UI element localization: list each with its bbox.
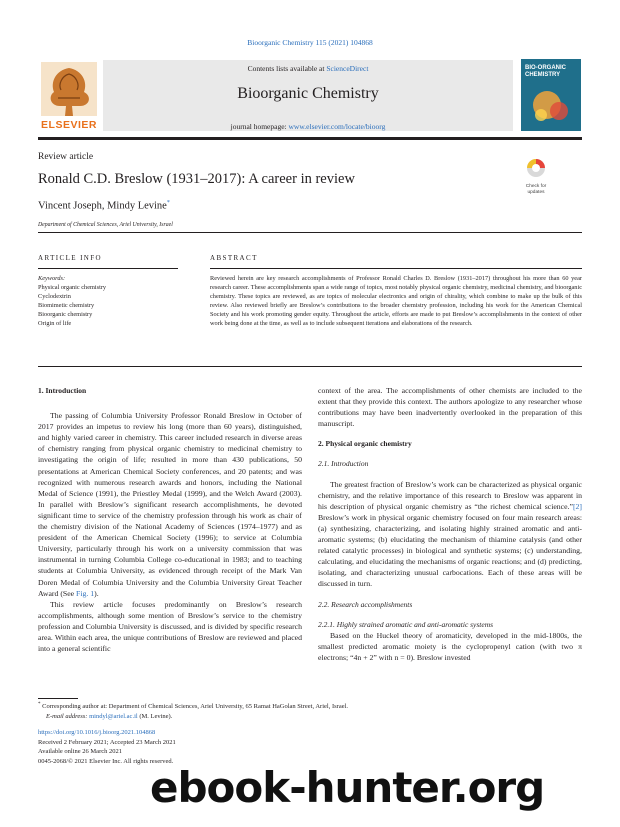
crossmark-icon xyxy=(520,157,552,179)
right-column xyxy=(318,385,582,663)
article-info-rule xyxy=(38,268,178,269)
email-suffix: (M. Levine). xyxy=(139,713,173,721)
keyword: Origin of life xyxy=(38,319,72,327)
crossmark-label: Check for updates xyxy=(525,184,547,195)
section-heading: 1. Introduction xyxy=(38,386,87,395)
abstract-heading: ABSTRACT xyxy=(210,254,258,262)
article-info-heading: ARTICLE INFO xyxy=(38,254,103,262)
cover-title: BIO-ORGANIC CHEMISTRY xyxy=(525,65,566,78)
intro-p1-text: The passing of Columbia University Professor Ronald Breslow in October of 2017 provides an impetus to review his long (more than 60 years), distinguished, and highly varied career in chemistry. This career included research in diverse areas of chemistry ranging from physical organic chemistry to medicinal chemistry to investigating the origin of life; resulted in more than 430 publications, 50 presentations at American Chemical Society conferences, and 20 patents; and was recognized with numerous research awards and honors, including the National Medal of Science (1991), the Priestley Medal (1999), and the Welch Award (2003). In parallel with Breslow’s significant research accomplishments, he devoted significant time to service of the chemistry profession through his work as chair of the chemistry division of the National Academy of Sciences (1974–1977) and as president of the American Chemical Society (1996); to service at Columbia University, particularly through his work on a university commission that was instrumental in turning Columbia College co-educational in 1983; and to teaching students at Columbia University, as evidenced through receipt of the Mark Van Doren Medal of Columbia University and the Columbia University Great Teacher Award (See xyxy=(38,411,302,598)
contents-prefix: Contents lists available at xyxy=(247,64,325,73)
footnote xyxy=(38,700,582,722)
corresponding-author-mark[interactable]: * xyxy=(166,200,170,206)
journal-cover xyxy=(521,59,581,131)
journal-name: Bioorganic Chemistry xyxy=(237,85,379,102)
received-date: Received 2 February 2021; Accepted 23 March 2021 xyxy=(38,738,176,746)
subsubsection-heading: 2.2.1. Highly strained aromatic and anti-aromatic systems xyxy=(318,619,494,629)
section-2-2-1-paragraph: Based on the Huckel theory of aromaticity, developed in the mid-1800s, the smallest predicted aromatic moiety is the cyclopropenyl cation (with two π electrons; “4n + 2” with n = 0). Breslow invested xyxy=(318,630,582,662)
sec21-text-b: Breslow’s work in physical organic chemistry focused on four main research areas: (a) synthesizing, characterizing, and isolating highly strained aromatic and anti-aromatic systems; (b) elucidating the mechanism of thiamine catalysis (and other related catalytic processes) in biological and synthetic systems; (c) understanding, calculating, and elucidating the mechanisms of organic reactions; and (d) predicting, isolating, and characterizing unusual carbocations. Each of these areas will be discussed in turn. xyxy=(318,512,582,589)
email-line xyxy=(38,712,582,722)
contents-line xyxy=(103,64,513,73)
copyright: 0045-2068/© 2021 Elsevier Inc. All rights reserved. xyxy=(38,757,174,765)
keyword: Bioorganic chemistry xyxy=(38,310,93,318)
sciencedirect-link[interactable]: ScienceDirect xyxy=(326,64,369,73)
header-divider xyxy=(38,137,582,140)
abstract-rule xyxy=(210,268,582,269)
publisher-name: ELSEVIER xyxy=(41,119,97,131)
abstract-text: Reviewed herein are key research accomplishments of Professor Ronald Charles D. Breslow (1931–2017) throughout his more than 60 year research career. These accomplishments span a wide range of topics, most notably physical organic chemistry, medicinal chemistry, and bioorganic chemistry. These topics are reviewed, as are topics of molecular electronics and origin of chirality, which combine to make up the bulk of this review. Also reviewed briefly are Breslow’s contributions to the broader chemistry profession, including his work for the American Chemical Society and his work promoting gender equity. Throughout the article, efforts are made to put Breslow’s accomplishments in the context of other work being done at the time, as well as to include subsequent iterations and elaborations of the research. xyxy=(210,275,582,327)
sec21-text-a: The greatest fraction of Breslow’s work can be characterized as physical organic chemistry, and the relative importance of this research to Breslow was apparent in his description of physical organic chemistry as “the richest chemical science.” xyxy=(318,479,582,511)
keywords-list xyxy=(38,284,106,329)
watermark: ebook-hunter.org xyxy=(150,763,545,812)
affiliation: Department of Chemical Sciences, Ariel University, Israel xyxy=(38,222,173,228)
author-list xyxy=(38,200,170,212)
publication-info xyxy=(38,728,176,766)
homepage-prefix: journal homepage: xyxy=(230,122,287,131)
intro-paragraph-1 xyxy=(38,410,302,599)
doi-link[interactable]: https://doi.org/10.1016/j.bioorg.2021.104868 xyxy=(38,729,156,736)
section-heading: 2. Physical organic chemistry xyxy=(318,439,412,449)
keyword: Physical organic chemistry xyxy=(38,284,107,291)
subsection-heading: 2.1. Introduction xyxy=(318,459,369,469)
journal-homepage-line xyxy=(103,122,513,131)
corresponding-author-note xyxy=(38,700,582,712)
article-type: Review article xyxy=(38,152,94,162)
section-2-1-paragraph xyxy=(318,479,582,590)
intro-paragraph-2: This review article focuses predominantly on Breslow’s research accomplishments, although some mention of Breslow’s service to the chemistry profession and Columbia University is discussed, and is divided by specific research area. Within each area, the unique contributions of Breslow are reviewed and placed into a general scientific xyxy=(38,599,302,654)
online-date: Available online 26 March 2021 xyxy=(38,748,122,755)
homepage-link[interactable]: www.elsevier.com/locate/bioorg xyxy=(288,122,386,131)
subsection-heading: 2.2. Research accomplishments xyxy=(318,599,413,609)
keyword: Biomimetic chemistry xyxy=(38,301,95,309)
check-for-updates-badge[interactable] xyxy=(520,157,552,195)
intro-paragraph-continued: context of the area. The accomplishments of other chemists are included to the extent that they provide this context. The authors apologize to any researcher whose contributions may have been inadvertently overlooked in the preparation of this manuscript. xyxy=(318,386,582,429)
authors-names: Vincent Joseph, Mindy Levine xyxy=(38,200,167,212)
email-label: E-mail address: xyxy=(46,713,88,721)
keywords-label: Keywords: xyxy=(38,275,66,282)
figure-1-link[interactable]: Fig. 1 xyxy=(76,588,95,598)
elsevier-logo xyxy=(38,60,100,132)
keyword: Cyclodextrin xyxy=(38,292,71,300)
footnote-mark: * xyxy=(38,702,41,707)
cover-art-icon xyxy=(521,59,581,131)
article-title: Ronald C.D. Breslow (1931–2017): A career in review xyxy=(38,171,355,187)
email-link[interactable]: mindyl@ariel.ac.il xyxy=(89,713,138,721)
reference-2-link[interactable]: [2] xyxy=(572,501,582,511)
intro-p1-end: ). xyxy=(94,588,99,598)
footnote-rule xyxy=(38,698,78,699)
left-column xyxy=(38,385,302,654)
journal-reference[interactable]: Bioorganic Chemistry 115 (2021) 104868 xyxy=(247,38,373,47)
footnote-text: Corresponding author at: Department of Chemical Sciences, Ariel University, 65 Ramat HaGolan Street, Ariel, Israel. xyxy=(42,703,349,711)
affiliation-divider xyxy=(38,232,582,233)
abstract-divider xyxy=(38,366,582,367)
